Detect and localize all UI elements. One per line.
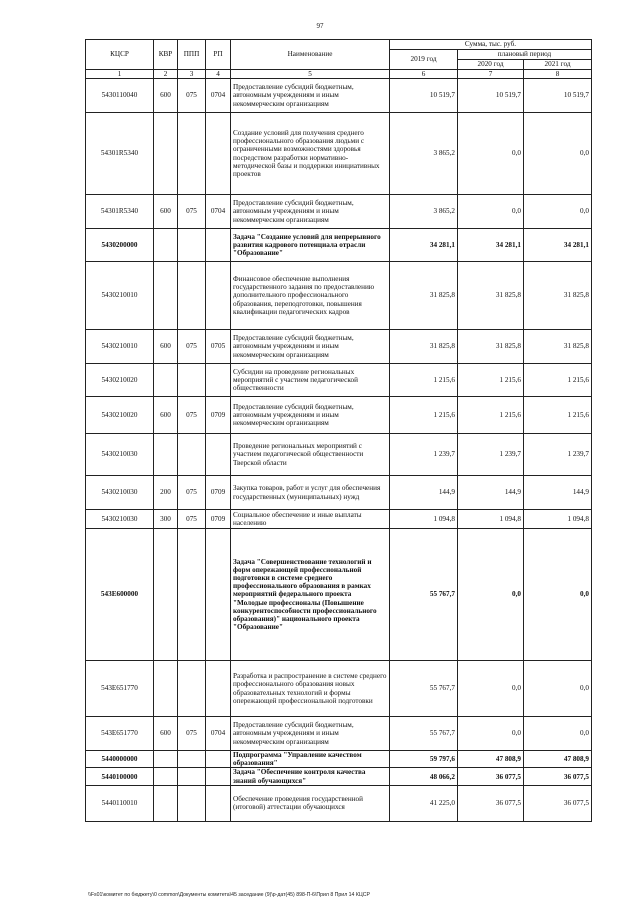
row-rp: 0704: [206, 79, 231, 113]
row-amount-2019: 1 094,8: [390, 510, 458, 529]
row-amount-2021: 0,0: [524, 717, 592, 751]
row-amount-2019: 55 767,7: [390, 661, 458, 717]
row-rp: [206, 529, 231, 661]
row-name: Проведение региональных мероприятий с участием педагогической общественности Тверской области: [231, 434, 390, 476]
row-amount-2021: 0,0: [524, 529, 592, 661]
table-row: [86, 330, 592, 364]
col-header-kvr: КВР: [154, 40, 178, 70]
row-name: Обеспечение проведения государственной (итоговой) аттестации обучающихся: [231, 785, 390, 821]
row-rp: 0709: [206, 397, 231, 434]
row-name: Предоставление субсидий бюджетным, автономным учреждениям и иным некоммерческим организациям: [231, 397, 390, 434]
row-name: Социальное обеспечение и иные выплаты населению: [231, 510, 390, 529]
row-name: Разработка и распространение в системе среднего профессионального образования новых образовательных технологий и формы опережающей профессиональной подготовки: [231, 661, 390, 717]
row-kcsr: 5440100000: [86, 768, 154, 785]
row-ppp: [178, 229, 206, 262]
row-ppp: [178, 661, 206, 717]
table-row: [86, 510, 592, 529]
row-kcsr: 5430210030: [86, 434, 154, 476]
row-amount-2019: 55 767,7: [390, 529, 458, 661]
row-kcsr: 543E600000: [86, 529, 154, 661]
row-ppp: 075: [178, 79, 206, 113]
row-kcsr: 5430110040: [86, 79, 154, 113]
row-amount-2020: 1 239,7: [458, 434, 524, 476]
row-amount-2019: 55 767,7: [390, 717, 458, 751]
row-ppp: 075: [178, 476, 206, 510]
row-amount-2021: 0,0: [524, 195, 592, 229]
page-number: 97: [316, 22, 324, 30]
row-amount-2021: 34 281,1: [524, 229, 592, 262]
column-index: 4: [206, 70, 231, 79]
row-kvr: 600: [154, 330, 178, 364]
row-amount-2020: 34 281,1: [458, 229, 524, 262]
row-name: Финансовое обеспечение выполнения государственного задания по предоставлению дополнительного профессионального образования, переподготовки, повышения квалификации педагогических кадров: [231, 262, 390, 330]
row-kcsr: 543E651770: [86, 717, 154, 751]
row-name: Закупка товаров, работ и услуг для обеспечения государственных (муниципальных) нужд: [231, 476, 390, 510]
table-row: [86, 397, 592, 434]
row-ppp: [178, 113, 206, 195]
row-rp: [206, 751, 231, 768]
column-index: 2: [154, 70, 178, 79]
row-kvr: 300: [154, 510, 178, 529]
row-name: Субсидии на проведение региональных мероприятий с участием педагогической общественности: [231, 364, 390, 397]
row-amount-2019: 1 239,7: [390, 434, 458, 476]
column-index: 1: [86, 70, 154, 79]
row-amount-2021: 0,0: [524, 661, 592, 717]
col-header-sum: Сумма, тыс. руб.: [390, 40, 592, 50]
row-name: Предоставление субсидий бюджетным, автономным учреждениям и иным некоммерческим организациям: [231, 195, 390, 229]
row-amount-2021: 1 215,6: [524, 397, 592, 434]
table-row: [86, 768, 592, 785]
row-amount-2021: 1 094,8: [524, 510, 592, 529]
row-amount-2021: 36 077,5: [524, 785, 592, 821]
row-rp: [206, 262, 231, 330]
table-row: [86, 434, 592, 476]
row-amount-2021: 1 239,7: [524, 434, 592, 476]
row-name: Подпрограмма "Управление качеством образования": [231, 751, 390, 768]
column-index: 7: [458, 70, 524, 79]
row-amount-2021: 0,0: [524, 113, 592, 195]
row-amount-2020: 1 215,6: [458, 364, 524, 397]
row-amount-2020: 47 808,9: [458, 751, 524, 768]
row-amount-2021: 47 808,9: [524, 751, 592, 768]
row-amount-2020: 0,0: [458, 661, 524, 717]
row-kcsr: 54301R5340: [86, 195, 154, 229]
row-amount-2020: 36 077,5: [458, 785, 524, 821]
row-amount-2020: 0,0: [458, 195, 524, 229]
row-rp: [206, 768, 231, 785]
row-kvr: [154, 113, 178, 195]
row-kvr: [154, 661, 178, 717]
column-index: 3: [178, 70, 206, 79]
row-kcsr: 5430210030: [86, 510, 154, 529]
budget-table: [85, 39, 592, 822]
row-amount-2020: 1 215,6: [458, 397, 524, 434]
row-ppp: [178, 364, 206, 397]
row-rp: [206, 113, 231, 195]
row-name: Задача "Создание условий для непрерывного развития кадрового потенциала отрасли "Образование": [231, 229, 390, 262]
row-ppp: 075: [178, 195, 206, 229]
row-amount-2020: 144,9: [458, 476, 524, 510]
row-ppp: 075: [178, 717, 206, 751]
table-row: [86, 785, 592, 821]
col-header-ppp: ППП: [178, 40, 206, 70]
row-kvr: 600: [154, 717, 178, 751]
row-amount-2020: 0,0: [458, 529, 524, 661]
row-ppp: [178, 262, 206, 330]
row-name: Задача "Обеспечение контроля качества знаний обучающихся": [231, 768, 390, 785]
col-header-kcsr: КЦСР: [86, 40, 154, 70]
column-index: 8: [524, 70, 592, 79]
row-amount-2021: 31 825,8: [524, 330, 592, 364]
row-kcsr: 5430210020: [86, 397, 154, 434]
row-amount-2021: 1 215,6: [524, 364, 592, 397]
row-rp: [206, 434, 231, 476]
row-amount-2019: 48 066,2: [390, 768, 458, 785]
col-header-2020: 2020 год: [458, 60, 524, 70]
row-kcsr: 5440000000: [86, 751, 154, 768]
row-kvr: [154, 768, 178, 785]
row-kvr: [154, 229, 178, 262]
row-amount-2019: 1 215,6: [390, 397, 458, 434]
row-kvr: 600: [154, 79, 178, 113]
table-row: [86, 79, 592, 113]
row-kcsr: 5430210010: [86, 262, 154, 330]
row-amount-2019: 31 825,8: [390, 330, 458, 364]
row-ppp: 075: [178, 330, 206, 364]
table-row: [86, 661, 592, 717]
row-kcsr: 5440110010: [86, 785, 154, 821]
row-rp: 0704: [206, 717, 231, 751]
row-kvr: 200: [154, 476, 178, 510]
row-name: Задача "Совершенствование технологий и форм опережающей профессиональной подготовки в системе среднего профессионального образования в рамках мероприятий федерального проекта "Молодые профессионалы (Повышение конкурентоспособности профессионального образования)" национального проекта "Образование": [231, 529, 390, 661]
row-amount-2020: 10 519,7: [458, 79, 524, 113]
row-amount-2020: 0,0: [458, 113, 524, 195]
row-amount-2021: 36 077,5: [524, 768, 592, 785]
col-header-rp: РП: [206, 40, 231, 70]
row-rp: 0709: [206, 510, 231, 529]
table-row: [86, 476, 592, 510]
row-amount-2019: 59 797,6: [390, 751, 458, 768]
row-kvr: [154, 751, 178, 768]
column-index: 6: [390, 70, 458, 79]
row-rp: [206, 229, 231, 262]
row-name: Предоставление субсидий бюджетным, автономным учреждениям и иным некоммерческим организациям: [231, 330, 390, 364]
row-amount-2019: 10 519,7: [390, 79, 458, 113]
row-ppp: 075: [178, 510, 206, 529]
row-kvr: 600: [154, 397, 178, 434]
table-row: [86, 195, 592, 229]
table-row: [86, 229, 592, 262]
table-row: [86, 751, 592, 768]
row-name: Предоставление субсидий бюджетным, автономным учреждениям и иным некоммерческим организациям: [231, 79, 390, 113]
row-rp: [206, 661, 231, 717]
row-kvr: [154, 529, 178, 661]
table-row: [86, 717, 592, 751]
column-index-row: [86, 70, 592, 79]
row-amount-2019: 31 825,8: [390, 262, 458, 330]
row-ppp: [178, 434, 206, 476]
row-amount-2021: 31 825,8: [524, 262, 592, 330]
table-row: [86, 364, 592, 397]
row-kcsr: 5430210010: [86, 330, 154, 364]
row-ppp: [178, 529, 206, 661]
col-header-2019: 2019 год: [390, 50, 458, 70]
table-row: [86, 262, 592, 330]
row-kvr: [154, 785, 178, 821]
row-amount-2019: 1 215,6: [390, 364, 458, 397]
row-kcsr: 543E651770: [86, 661, 154, 717]
row-ppp: [178, 751, 206, 768]
row-amount-2019: 3 865,2: [390, 195, 458, 229]
row-ppp: [178, 768, 206, 785]
col-header-plan: плановый период: [458, 50, 592, 60]
row-rp: 0705: [206, 330, 231, 364]
row-kcsr: 54301R5340: [86, 113, 154, 195]
row-name: Создание условий для получения среднего профессионального образования людьми с ограниченными возможностями здоровья посредством разработки нормативно-методической базы и поддержки инициативных проектов: [231, 113, 390, 195]
row-amount-2020: 0,0: [458, 717, 524, 751]
row-rp: [206, 364, 231, 397]
table-row: [86, 529, 592, 661]
row-amount-2019: 34 281,1: [390, 229, 458, 262]
row-rp: 0704: [206, 195, 231, 229]
col-header-name: Наименование: [231, 40, 390, 70]
row-amount-2021: 10 519,7: [524, 79, 592, 113]
column-index: 5: [231, 70, 390, 79]
row-amount-2020: 36 077,5: [458, 768, 524, 785]
row-amount-2019: 144,9: [390, 476, 458, 510]
row-kcsr: 5430200000: [86, 229, 154, 262]
row-rp: 0709: [206, 476, 231, 510]
row-amount-2020: 31 825,8: [458, 262, 524, 330]
row-ppp: 075: [178, 397, 206, 434]
row-kvr: [154, 434, 178, 476]
row-name: Предоставление субсидий бюджетным, автономным учреждениям и иным некоммерческим организациям: [231, 717, 390, 751]
row-kvr: [154, 262, 178, 330]
row-kcsr: 5430210030: [86, 476, 154, 510]
row-amount-2020: 1 094,8: [458, 510, 524, 529]
row-kvr: [154, 364, 178, 397]
row-ppp: [178, 785, 206, 821]
col-header-2021: 2021 год: [524, 60, 592, 70]
table-row: [86, 113, 592, 195]
row-rp: [206, 785, 231, 821]
row-amount-2021: 144,9: [524, 476, 592, 510]
file-path-footer: \\Fs01\комитет по бюджету\0 common\Документы комитета\45 заседание (9)\р-дат(45) 898-П-6\Прил 8 Прил 14 КЦСР: [88, 892, 370, 898]
row-amount-2019: 3 865,2: [390, 113, 458, 195]
row-amount-2019: 41 225,0: [390, 785, 458, 821]
row-kcsr: 5430210020: [86, 364, 154, 397]
row-kvr: 600: [154, 195, 178, 229]
row-amount-2020: 31 825,8: [458, 330, 524, 364]
